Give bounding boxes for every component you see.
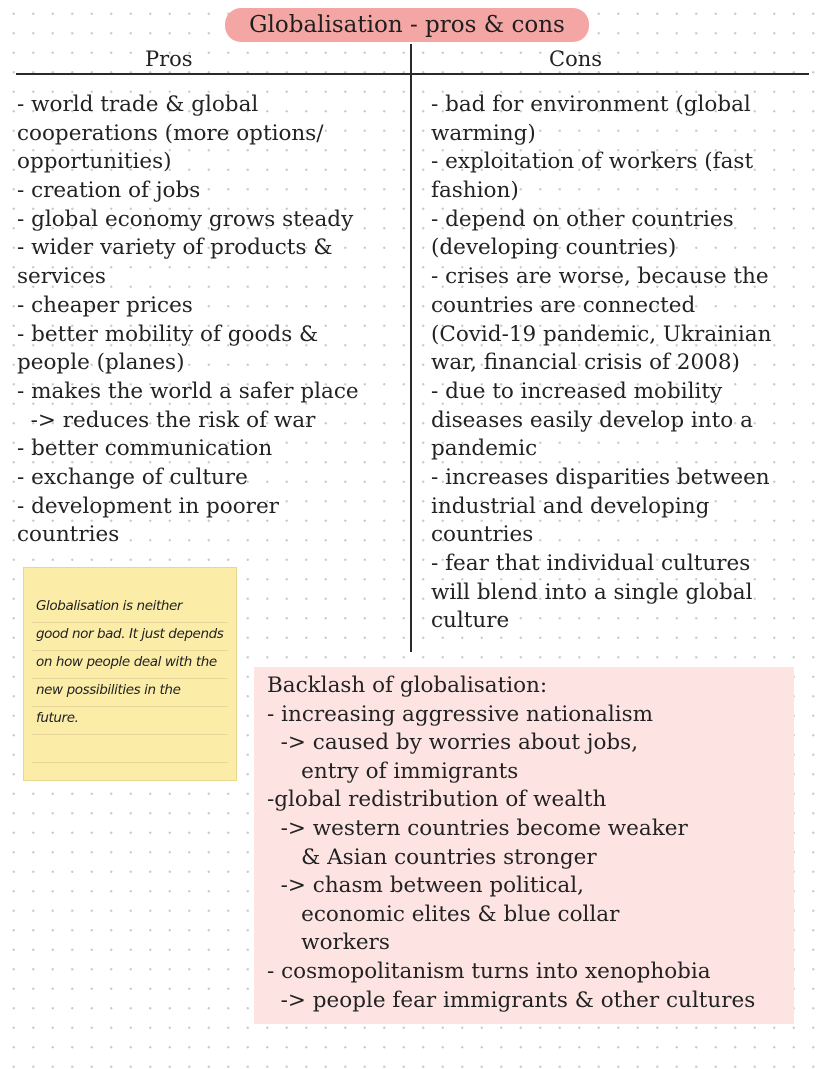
cons-line: countries are connected: [431, 292, 696, 318]
cons-line: (developing countries): [431, 235, 677, 261]
backlash-line: -> caused by worries about jobs,: [267, 730, 639, 756]
sticky-rule: [32, 762, 228, 763]
cons-line: - crises are worse, because the: [431, 264, 769, 290]
cons-line: diseases easily develop into a: [431, 407, 753, 433]
cons-line: - bad for environment (global: [431, 92, 751, 117]
column-divider-line: [410, 44, 412, 652]
pros-line: - better mobility of goods &: [17, 321, 319, 347]
backlash-heading: Backlash of globalisation:: [267, 673, 548, 698]
cons-line: (Covid-19 pandemic, Ukrainian: [431, 321, 772, 347]
sticky-line: new possibilities in the: [36, 682, 181, 698]
sticky-note: [23, 567, 237, 781]
backlash-text: [267, 672, 755, 1015]
cons-line: - depend on other countries: [431, 206, 734, 232]
backlash-line: -> chasm between political,: [267, 873, 584, 899]
pros-line: services: [17, 264, 106, 290]
cons-line: - exploitation of workers (fast: [431, 149, 754, 175]
cons-line: will blend into a single global: [431, 579, 753, 605]
cons-line: countries: [431, 522, 534, 548]
backlash-line: -> western countries become weaker: [267, 815, 688, 841]
sticky-line: on how people deal with the: [36, 654, 217, 670]
pros-line: - creation of jobs: [17, 178, 201, 204]
page-title: Globalisation - pros & cons: [225, 8, 589, 42]
cons-line: pandemic: [431, 436, 538, 462]
pros-line: - exchange of culture: [17, 464, 248, 490]
cons-line: fashion): [431, 178, 519, 204]
cons-line: warming): [431, 120, 536, 146]
cons-line: - increases disparities between: [431, 464, 770, 490]
pros-line: - wider variety of products &: [17, 235, 333, 261]
backlash-line: -global redistribution of wealth: [267, 787, 607, 813]
cons-line: war, financial crisis of 2008): [431, 350, 740, 376]
pros-line: countries: [17, 522, 120, 548]
pros-line: cooperations (more options/: [17, 120, 324, 146]
backlash-line: workers: [267, 930, 390, 956]
sticky-note-text: [36, 592, 223, 732]
pros-line: - cheaper prices: [17, 292, 193, 318]
pros-line: people (planes): [17, 350, 185, 376]
sticky-rule: [32, 734, 228, 735]
backlash-line: & Asian countries stronger: [267, 844, 597, 870]
pros-line: - better communication: [17, 436, 273, 462]
sticky-line: good nor bad. It just depends: [36, 626, 224, 642]
pros-line: opportunities): [17, 149, 172, 175]
pros-line: - development in poorer: [17, 493, 279, 519]
pros-line: - makes the world a safer place: [17, 378, 359, 404]
cons-list: [431, 91, 771, 636]
cons-line: culture: [431, 608, 510, 634]
cons-line: - fear that individual cultures: [431, 551, 751, 576]
pros-line: -> reduces the risk of war: [17, 407, 316, 433]
backlash-line: -> people fear immigrants & other cultures: [267, 987, 756, 1013]
cons-column-header: Cons: [549, 47, 603, 71]
header-divider-line: [16, 73, 809, 75]
pros-line: - world trade & global: [17, 92, 259, 117]
sticky-line: future.: [36, 710, 79, 726]
pros-column-header: Pros: [145, 47, 193, 71]
pros-list: [17, 91, 359, 550]
cons-line: - due to increased mobility: [431, 378, 723, 404]
sticky-line: Globalisation is neither: [36, 598, 183, 614]
backlash-line: entry of immigrants: [267, 758, 519, 784]
cons-line: industrial and developing: [431, 493, 710, 519]
backlash-line: - cosmopolitanism turns into xenophobia: [267, 958, 711, 984]
pros-line: - global economy grows steady: [17, 206, 354, 232]
backlash-line: - increasing aggressive nationalism: [267, 701, 653, 727]
backlash-line: economic elites & blue collar: [267, 901, 620, 927]
backlash-box: [254, 667, 794, 1024]
